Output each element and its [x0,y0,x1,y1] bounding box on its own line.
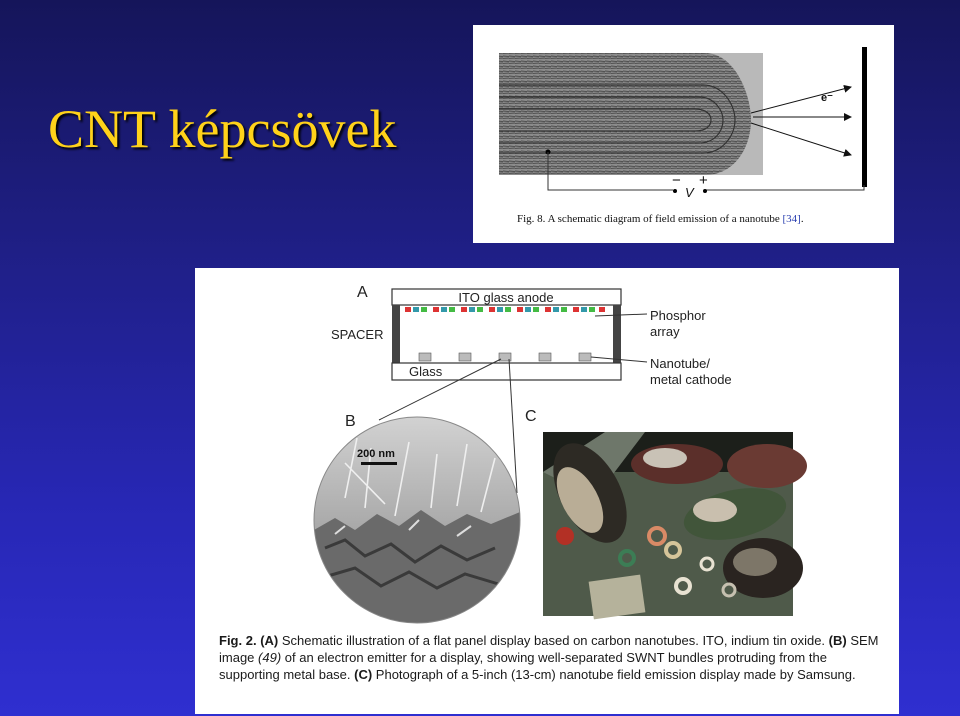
anode-plate [862,47,867,187]
phosphor-array [405,307,605,312]
scale-bar [361,462,397,465]
plus-sign: + [699,172,708,189]
figure-field-emission [473,25,894,243]
panel-c-label: C [525,408,537,425]
slide-title: CNT képcsövek [48,99,397,159]
glass-label: Glass [409,364,443,379]
figure-flat-panel-display [195,268,899,714]
spacer-label: SPACER [331,327,384,342]
fig8-reference-link: [34] [782,213,801,225]
electron-label: e⁻ [821,92,833,104]
voltage-label: V [685,185,694,200]
panel-b-label: B [345,413,356,430]
nanotube-label-line1: Nanotube/ [650,356,710,371]
flat-panel-diagram [195,268,899,628]
spacer-right [613,305,621,363]
phosphor-label-line1: Phosphor [650,308,706,323]
circuit-wire-right [705,185,864,190]
minus-sign: − [672,172,681,189]
spacer-left [392,305,400,363]
ito-anode-label: ITO glass anode [458,290,554,305]
terminal-plus [703,189,707,193]
phosphor-label-line2: array [650,324,680,339]
panel-a-label: A [357,284,368,301]
emission-arrow-down [751,123,851,155]
terminal-minus [673,189,677,193]
display-cross-section [392,289,621,380]
emission-arrow-up [751,87,851,113]
field-emission-diagram [473,25,894,243]
nanotube-tem-image [499,53,759,175]
nanotube-label-line2: metal cathode [650,372,732,387]
display-photograph [538,431,807,619]
scale-bar-label: 200 nm [357,448,395,460]
sem-image [314,417,520,623]
fig8-caption: Fig. 8. A schematic diagram of field emission of a nanotube [34]. [517,213,804,225]
nanotube-emitters [419,353,591,361]
fig2-caption: Fig. 2. (A) Schematic illustration of a flat panel display based on carbon nanotubes. ITO, indium tin oxide. (B) SEM image (49) of an electron emitter for a display, showing well-separated SWNT bundles protruding from the supporting metal base. (C) Photograph of a 5-inch (13-cm) nanotube field emission display made by Samsung. [219,633,879,682]
